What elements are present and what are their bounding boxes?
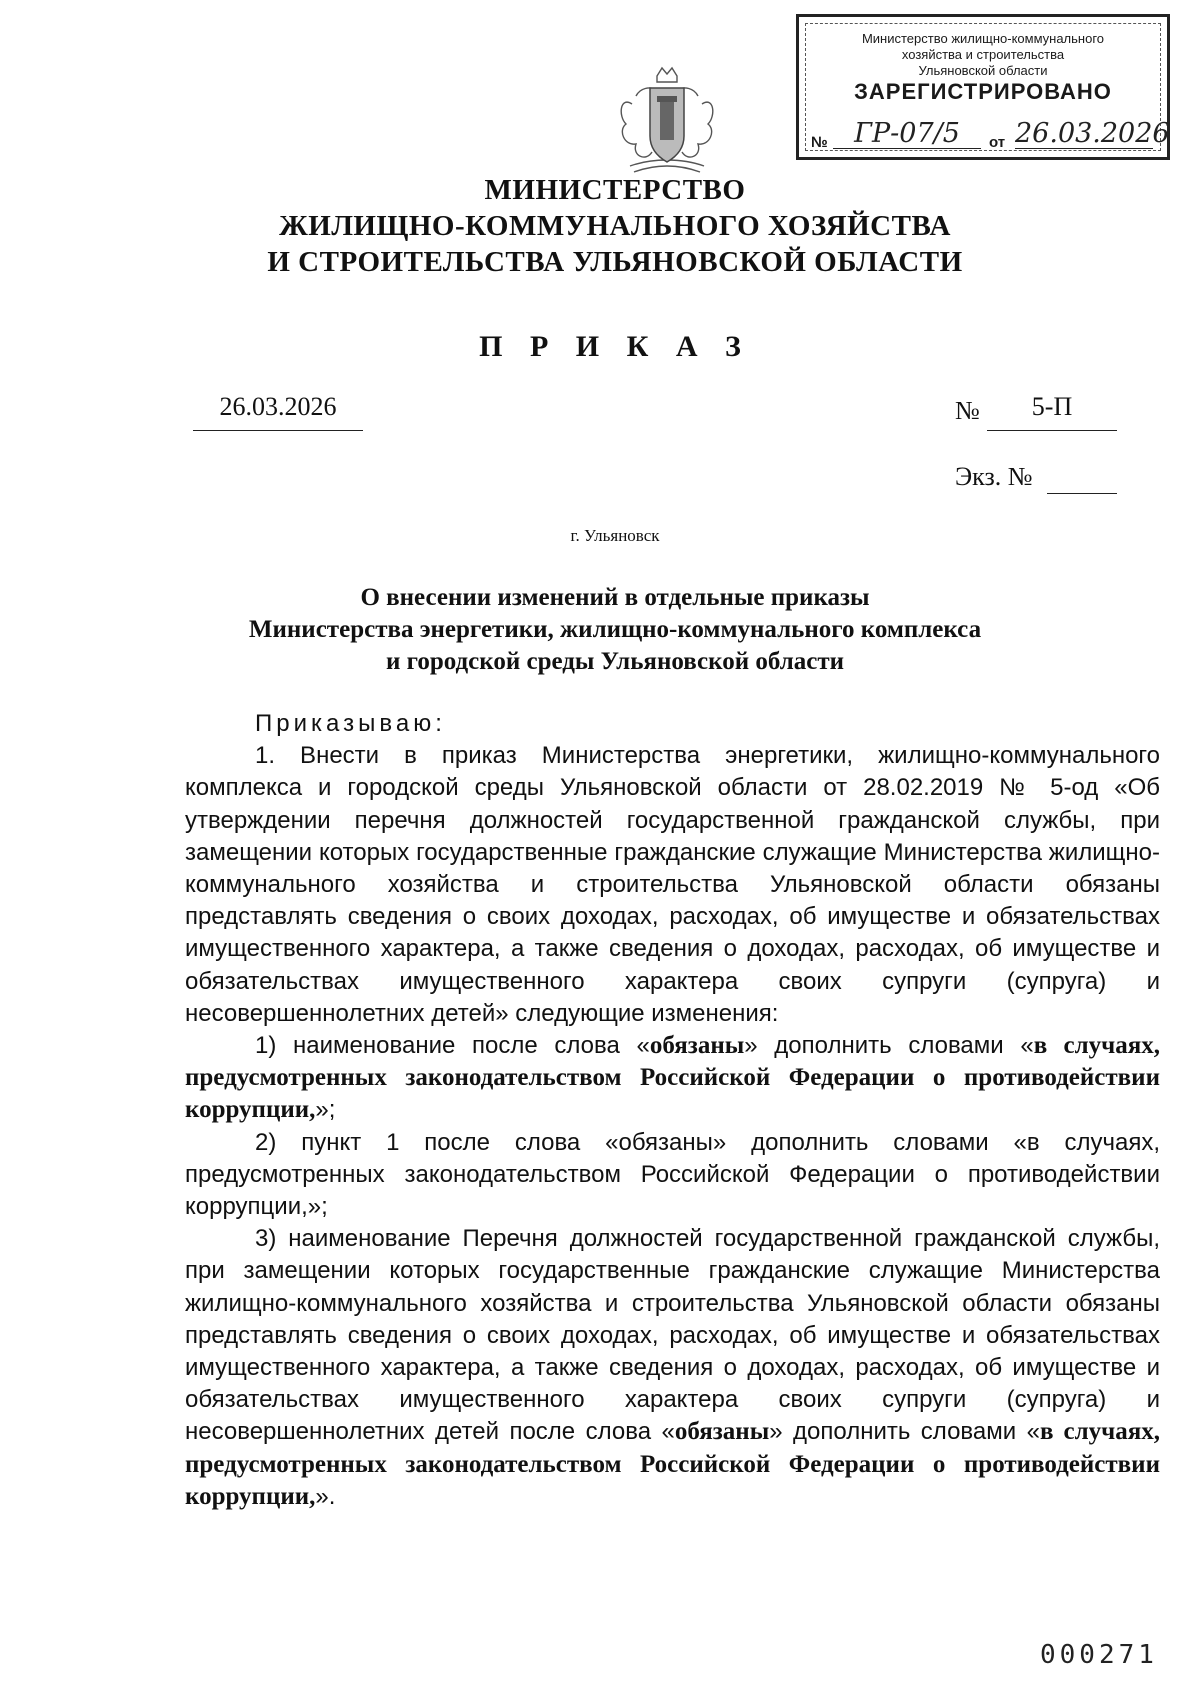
p2-part-b: обязаны — [649, 1032, 745, 1060]
subject-line2: Министерства энергетики, жилищно-коммунального комплекса — [248, 616, 982, 643]
stamp-org-line3: Ульяновской области — [918, 63, 1048, 78]
copy-number-blank — [1047, 493, 1117, 494]
order-number: 5-П — [987, 392, 1117, 431]
p4-part-b: обязаны — [674, 1418, 770, 1446]
order-word: Приказываю: — [255, 710, 446, 737]
p4-part-d: в случаях, предусмотренных законодательством Российской Федерации о противодействии коррупции, — [185, 1418, 1160, 1510]
p4-part-e: ». — [315, 1482, 336, 1510]
subject-line1: О внесении изменений в отдельные приказы — [360, 584, 870, 611]
paragraph-1-1 — [185, 1030, 1160, 1127]
stamp-org-line2: хозяйства и строительства — [901, 47, 1065, 62]
stamp-registered: ЗАРЕГИСТРИРОВАНО — [854, 79, 1112, 104]
p2-part-d: в случаях, предусмотренных законодательством Российской Федерации о противодействии коррупции, — [185, 1032, 1160, 1124]
ministry-title-line2: ЖИЛИЩНО-КОММУНАЛЬНОГО ХОЗЯЙСТВА — [279, 210, 951, 242]
paragraph-1-2: 2) пункт 1 после слова «обязаны» дополнить словами «в случаях, предусмотренных законодательством Российской Федерации о противодействии коррупции,»; — [185, 1128, 1160, 1221]
stamp-date-value: 26.03.2026 — [1015, 118, 1170, 149]
p2-part-c: » дополнить словами « — [744, 1032, 1034, 1060]
document-serial-number: 000271 — [1040, 1640, 1158, 1670]
stamp-number-row — [811, 118, 1170, 153]
stamp-org-line1: Министерство жилищно-коммунального — [861, 31, 1105, 46]
ministry-title-line1: МИНИСТЕРСТВО — [484, 174, 746, 206]
document-type: П Р И К А З — [479, 330, 751, 363]
stamp-num-value: ГР-07/5 — [833, 120, 981, 149]
city: г. Ульяновск — [570, 526, 660, 545]
registration-stamp — [796, 14, 1170, 160]
subject-line3: и городской среды Ульяновской области — [385, 648, 845, 675]
p4-part-a: 3) наименование Перечня должностей государственной гражданской службы, при замещении которых государственные гражданские служащие Министерства жилищно-коммунального хозяйства и строительства Ульяновской области обязаны представлять сведения о своих доходах, расходах, об имуществе и обязательствах имущественного характера, а также сведения о доходах, расходах, об имуществе и обязательствах имущественного характера своих супруги (супруга) и несовершеннолетних детей после слова « — [185, 1225, 1160, 1446]
coat-of-arms-icon — [612, 66, 722, 178]
stamp-num-label: № — [811, 134, 828, 151]
p2-part-e: »; — [315, 1096, 336, 1124]
p4-part-c: » дополнить словами « — [769, 1418, 1040, 1446]
stamp-date-label: от — [989, 134, 1006, 151]
p2-part-a: 1) наименование после слова « — [255, 1032, 650, 1060]
paragraph-1-3 — [185, 1223, 1160, 1513]
order-subject — [160, 582, 1070, 678]
order-number-label: № — [955, 396, 980, 425]
order-date: 26.03.2026 — [193, 392, 363, 431]
ministry-title-line3: И СТРОИТЕЛЬСТВА УЛЬЯНОВСКОЙ ОБЛАСТИ — [267, 246, 963, 278]
paragraph-1: 1. Внести в приказ Министерства энергетики, жилищно-коммунального комплекса и городской среды Ульяновской области от 28.02.2019 № 5-од «Об утверждении перечня должностей государственной гражданской службы, при замещении которых государственные гражданские служащие Министерства жилищно-коммунального хозяйства и строительства Ульяновской области обязаны представлять сведения о своих доходах, расходах, об имуществе и обязательствах имущественного характера, а также сведения о доходах, расходах, об имуществе и обязательствах имущественного характера своих супруги (супруга) и несовершеннолетних детей» следующие изменения: — [185, 742, 1160, 1027]
copy-number-label: Экз. № — [955, 462, 1033, 491]
order-body — [185, 708, 1160, 1513]
